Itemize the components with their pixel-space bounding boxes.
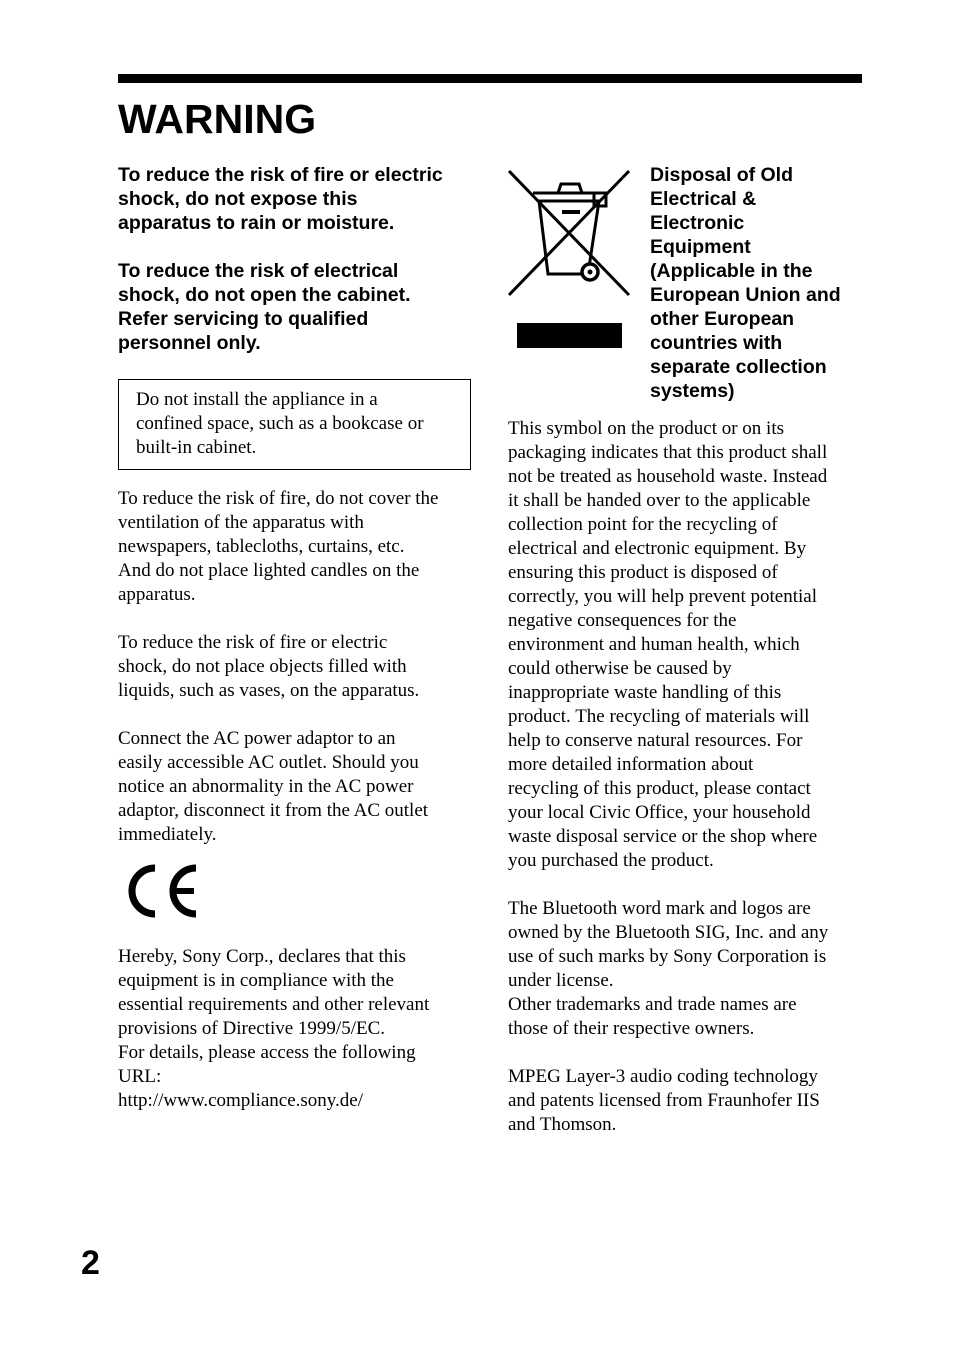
liquids-paragraph: To reduce the risk of fire or electric shock, do not place objects filled with liquids, such as vases, on the apparatus. — [118, 632, 420, 701]
ce-mark-icon — [122, 861, 200, 921]
weee-bar — [517, 323, 622, 348]
right-column — [508, 417, 864, 1137]
left-column — [118, 163, 474, 1113]
top-rule — [118, 74, 862, 83]
declaration-paragraph: Hereby, Sony Corp., declares that this equipment is in compliance with the essential requirements and other relevant provisions of Directive 1999/5/EC. For details, please access the following URL: http://www.compliance.sony.de/ — [118, 946, 430, 1111]
disposal-paragraph: This symbol on the product or on its packaging indicates that this product shall not be treated as household waste. Instead it shall be handed over to the applicable collection point for the recycling of electrical and electronic equipment. By ensuring this product is disposed of correctly, you will help prevent potential negative consequences for the environment and human health, which could otherwise be caused by inappropriate waste handling of this product. The recycling of materials will help to conserve natural resources. For more detailed information about recycling of this product, please contact your local Civic Office, your household waste disposal service or the shop where you purchased the product. — [508, 418, 828, 871]
bluetooth-paragraph: The Bluetooth word mark and logos are owned by the Bluetooth SIG, Inc. and any use of such marks by Sony Corporation is under license. Other trademarks and trade names are those of their respective owners. — [508, 898, 829, 1039]
mpeg-paragraph: MPEG Layer-3 audio coding technology and patents licensed from Fraunhofer IIS and Thomson. — [508, 1066, 820, 1135]
ac-adaptor-paragraph: Connect the AC power adaptor to an easily accessible AC outlet. Should you notice an abnormality in the AC power adaptor, disconnect it from the AC outlet immediately. — [118, 728, 429, 845]
ventilation-paragraph: To reduce the risk of fire, do not cover the ventilation of the apparatus with newspapers, tablecloths, curtains, etc. And do not place lighted candles on the apparatus. — [118, 488, 439, 605]
page-number: 2 — [81, 1244, 100, 1282]
disposal-title: Disposal of Old Electrical & Electronic Equipment (Applicable in the European Union and other European countries with separate collection systems) — [650, 164, 841, 402]
crossed-bin-icon — [506, 166, 634, 321]
installation-notice-box: Do not install the appliance in a confined space, such as a bookcase or built-in cabinet. — [118, 379, 471, 470]
warning-cabinet: To reduce the risk of electrical shock, do not open the cabinet. Refer servicing to qualified personnel only. — [118, 260, 411, 354]
warning-fire-moisture: To reduce the risk of fire or electric shock, do not expose this apparatus to rain or moisture. — [118, 164, 443, 234]
page-title: WARNING — [118, 96, 317, 142]
weee-symbol — [506, 166, 634, 352]
